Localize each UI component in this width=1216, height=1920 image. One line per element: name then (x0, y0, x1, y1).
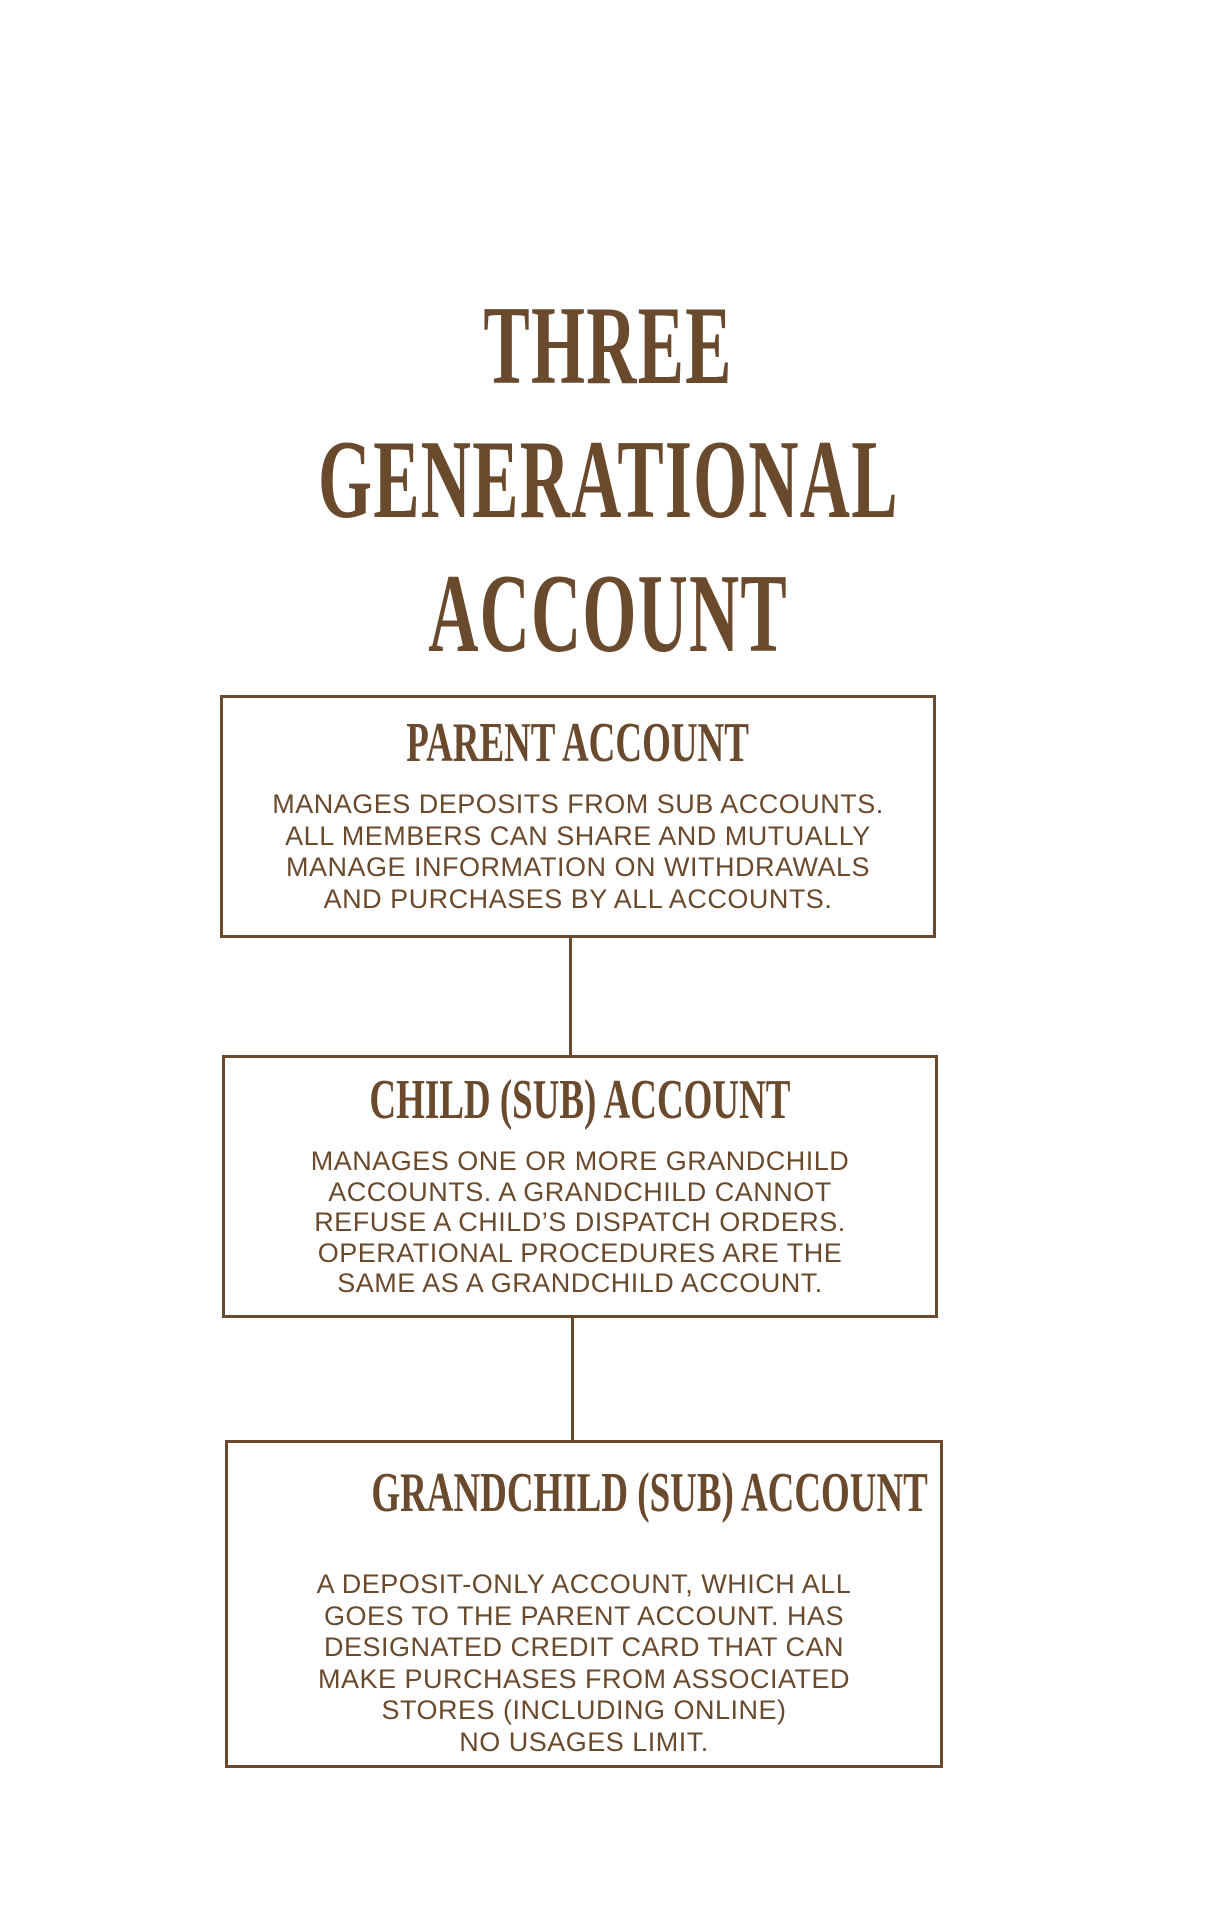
desc-line: MANAGE INFORMATION ON WITHDRAWALS (285, 852, 870, 882)
box-heading (223, 713, 933, 773)
desc-line: ACCOUNTS. A GRANDCHILD CANNOT (328, 1176, 832, 1207)
title-text: GENERATIONAL (317, 418, 899, 542)
desc-line: STORES (INCLUDING ONLINE) (381, 1695, 787, 1725)
box-description (225, 1146, 935, 1299)
grandchild-account-box (225, 1440, 943, 1768)
desc-line: GOES TO THE PARENT ACCOUNT. HAS (323, 1600, 845, 1631)
parent-account-box (220, 695, 936, 938)
desc-line: A DEPOSIT-ONLY ACCOUNT, WHICH ALL (316, 1569, 852, 1599)
connector-line (569, 937, 572, 1056)
desc-line: OPERATIONAL PROCEDURES ARE THE (317, 1237, 843, 1268)
desc-line: MANAGES DEPOSITS FROM SUB ACCOUNTS. (272, 789, 884, 819)
title-text: THREE (483, 284, 733, 408)
desc-line: MANAGES ONE OR MORE GRANDCHILD (310, 1146, 850, 1176)
child-account-box (222, 1055, 938, 1318)
desc-line: NO USAGES LIMIT. (459, 1726, 709, 1757)
box-heading (228, 1463, 940, 1523)
title-line-3 (0, 552, 1216, 676)
desc-line: MAKE PURCHASES FROM ASSOCIATED (317, 1663, 851, 1694)
desc-line: ALL MEMBERS CAN SHARE AND MUTUALLY (285, 820, 871, 851)
desc-line: AND PURCHASES BY ALL ACCOUNTS. (323, 883, 833, 914)
title-line-2 (0, 418, 1216, 542)
box-description (228, 1569, 940, 1758)
heading-text: PARENT ACCOUNT (406, 712, 750, 774)
heading-text: GRANDCHILD (SUB) ACCOUNT (371, 1462, 928, 1524)
desc-line: REFUSE A CHILD’S DISPATCH ORDERS. (314, 1207, 846, 1237)
box-heading (225, 1070, 935, 1130)
heading-text: CHILD (SUB) ACCOUNT (369, 1069, 791, 1131)
title-line-1 (0, 284, 1216, 408)
title-text: ACCOUNT (428, 552, 788, 676)
box-description (223, 789, 933, 915)
connector-line (571, 1317, 574, 1441)
desc-line: DESIGNATED CREDIT CARD THAT CAN (323, 1632, 845, 1662)
desc-line: SAME AS A GRANDCHILD ACCOUNT. (337, 1268, 823, 1298)
